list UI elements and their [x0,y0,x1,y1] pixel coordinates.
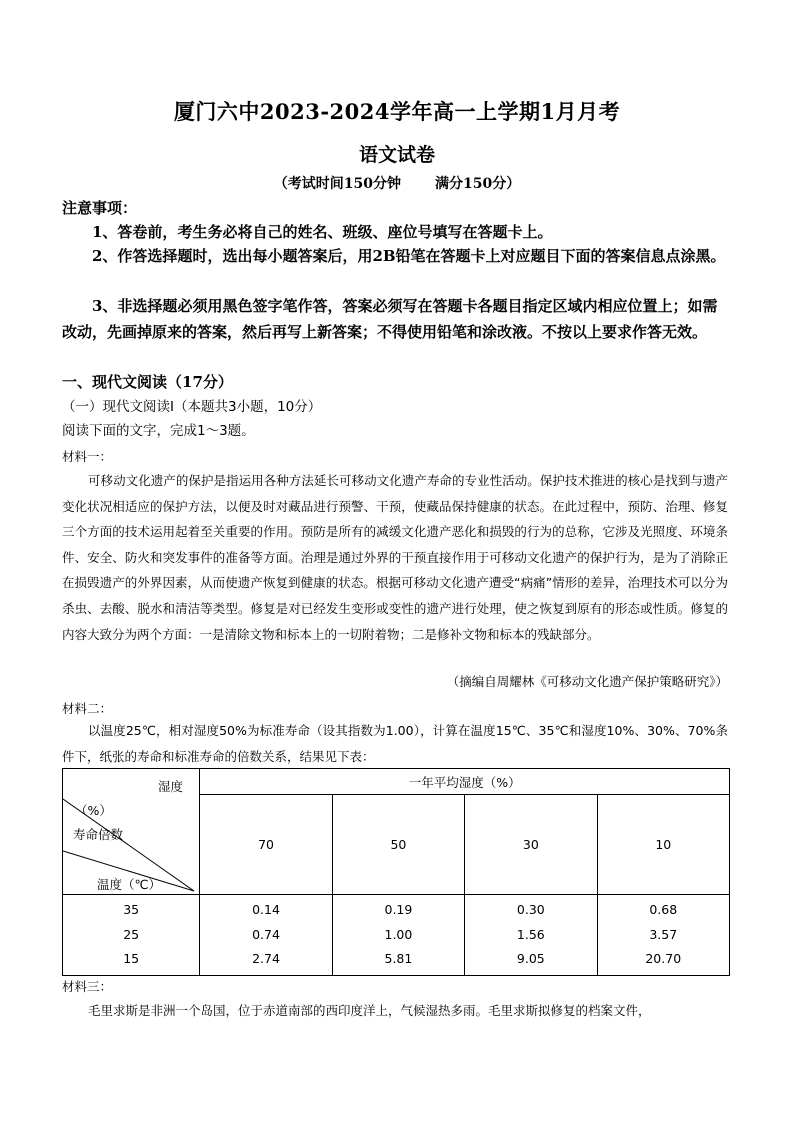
table-column-header: 70 [200,795,332,895]
material1-label: 材料一： [62,449,113,464]
table-cell: 9.05 [516,951,545,967]
table-column-values [597,895,729,976]
section-instruction: 阅读下面的文字，完成1～3题。 [62,423,255,439]
material3-text: 毛里求斯是非洲一个岛国，位于赤道南部的西印度洋上，气候湿热多雨。毛里求斯拟修复的档案文件， [88,1003,651,1018]
material1-source: （摘编自周耀林《可移动文化遗产保护策略研究》） [446,674,728,689]
notes-item-1: 1、答卷前，考生务必将自己的姓名、班级、座位号填写在答题卡上。 [92,223,553,241]
notes-item-2: 2、作答选择题时，选出每小题答案后，用2B铅笔在答题卡上对应题目下面的答案信息点涂黑。 [92,247,726,265]
table-cell: 1.56 [516,926,545,942]
exam-info [0,173,794,193]
table-cell: 0.30 [516,902,545,917]
table-column-group-header: 一年平均湿度（%） [200,769,730,795]
table-cell: 0.74 [252,926,280,942]
exam-score: 满分150分） [435,176,521,192]
table-cell: 5.81 [384,951,413,967]
table-cell: 1.00 [384,926,413,942]
table-cell: 0.14 [252,902,280,917]
page-title: 厦门六中2023-2024学年高一上学期1月月考 [173,99,621,124]
corner-label-humidity: 湿度 [158,778,184,794]
material2-text: 以温度25℃，相对湿度50%为标准寿命（设其指数为1.00），计算在温度15℃、35℃和湿度10%、30%、70%条件下，纸张的寿命和标准寿命的倍数关系，结果见下表： [62,723,728,764]
corner-label-life: 寿命倍数 [73,826,124,842]
corner-label-temperature: 温度（℃） [97,876,162,892]
table-cell: 3.57 [649,926,678,942]
table-cell: 0.19 [384,902,413,917]
material1-text: 可移动文化遗产的保护是指运用各种方法延长可移动文化遗产寿命的专业性活动。保护技术推进的核心是找到与遗产变化状况相适应的保护方法，以便及时对藏品进行预警、干预，使藏品保持健康的状态。在此过程中，预防、治理、修复三个方面的技术运用起着至关重要的作用。预防是所有的减缓文化遗产恶化和损毁的行为的总称，它涉及光照度、环境条件、安全、防火和突发事件的准备等方面。治理是通过外界的干预直接作用于可移动文化遗产的保护行为，是为了消除正在损毁遗产的外界因素，从而使遗产恢复到健康的状态。根据可移动文化遗产遭受“病痛”情形的差异，治理技术可以分为杀虫、去酸、脱水和清洁等类型。修复是对已经发生变形或变性的遗产进行处理，使之恢复到原有的形态或性质。修复的内容大致分为两个方面：一是清除文物和标本上的一切附着物；二是修补文物和标本的残缺部分。 [62,473,728,642]
page-subtitle: 语文试卷 [358,144,435,166]
table-row-labels [63,895,200,976]
row-label: 35 [123,902,140,917]
table-cell: 0.68 [649,902,678,917]
table-corner-cell [63,769,200,895]
section-sub-heading: （一）现代文阅读Ⅰ（本题共3小题，10分） [62,399,322,415]
exam-time: （考试时间150分钟 [273,176,401,192]
notes-heading: 注意事项： [62,199,138,217]
material3-label: 材料三： [62,979,113,994]
section-heading: 一、现代文阅读（17分） [62,373,233,391]
table-column-header: 50 [332,795,464,895]
material2-label: 材料二： [62,701,113,716]
row-label: 15 [123,951,140,967]
table-cell: 20.70 [645,951,682,967]
table-cell: 2.74 [252,951,280,967]
table-column-values [465,895,597,976]
paper-life-table [62,768,730,976]
notes-item-3: 3、非选择题必须用黑色签字笔作答，答案必须写在答题卡各题目指定区域内相应位置上；如需改动，先画掉原来的答案，然后再写上新答案；不得使用铅笔和涂改液。不按以上要求作答无效。 [62,297,718,341]
table-column-header: 10 [597,795,729,895]
table-column-values [332,895,464,976]
corner-label-unit: （%） [75,802,112,818]
table-column-values [200,895,332,976]
row-label: 25 [123,926,140,942]
table-column-header: 30 [465,795,597,895]
